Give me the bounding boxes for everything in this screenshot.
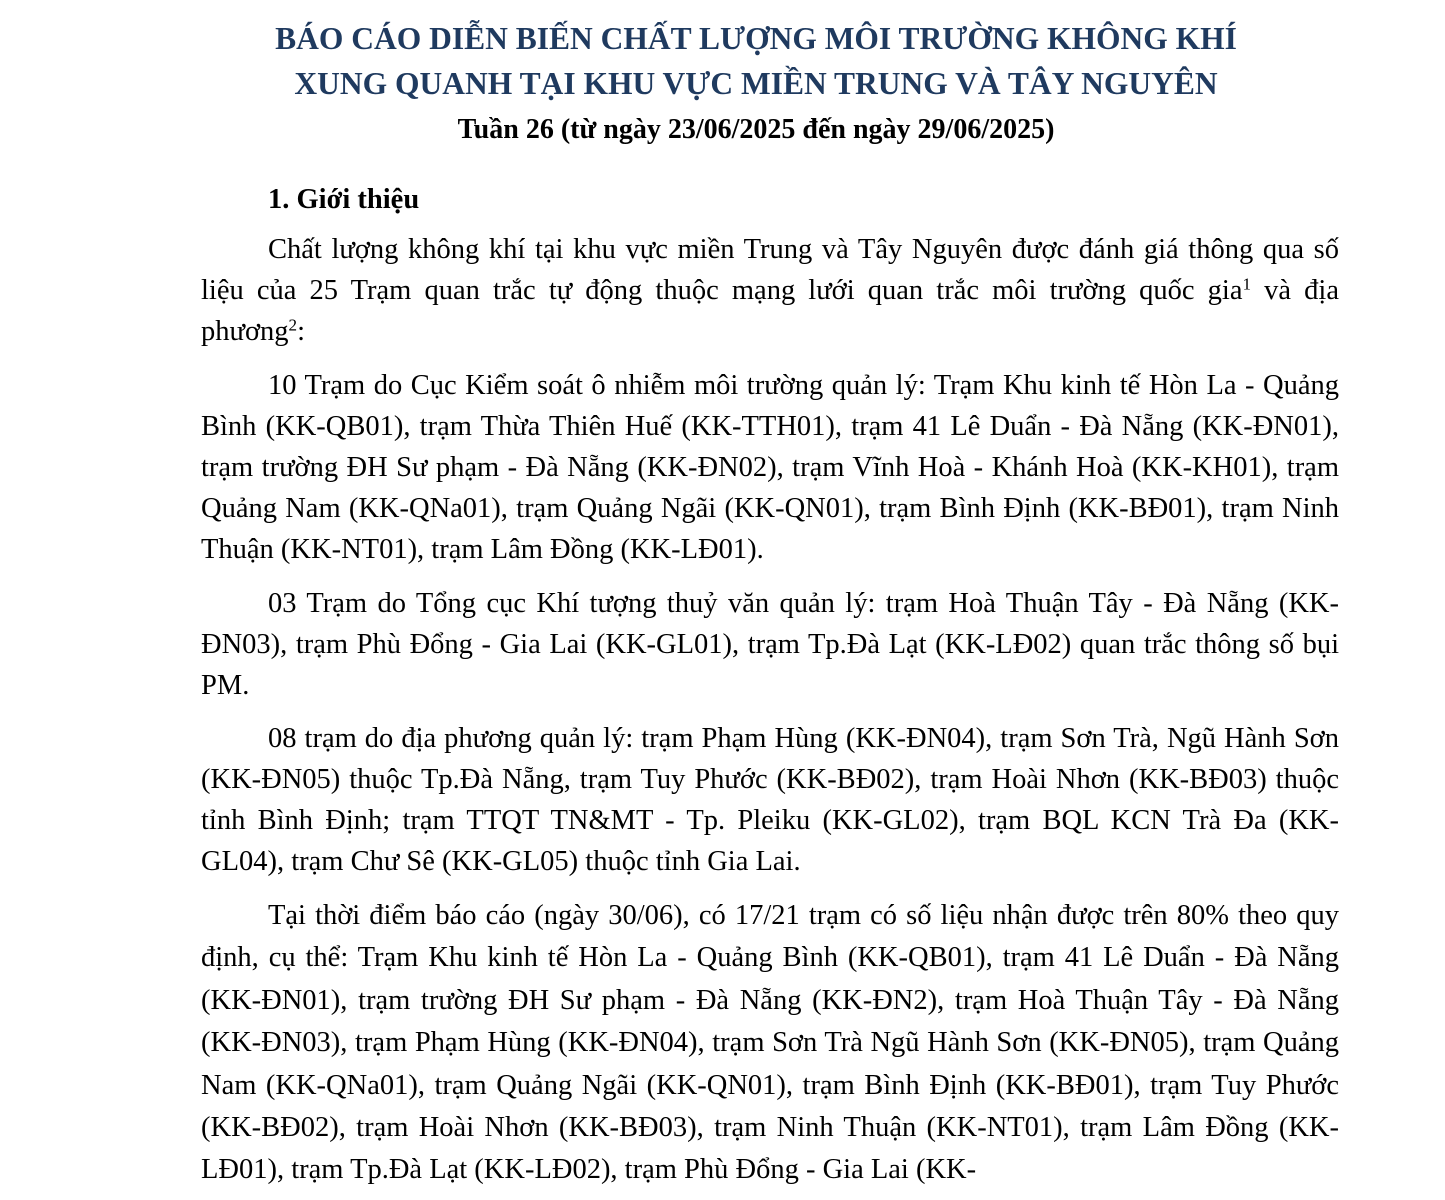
local-stations-paragraph: 08 trạm do địa phương quản lý: trạm Phạm Hùng (KK-ĐN04), trạm Sơn Trà, Ngũ Hành Sơn (KK-ĐN05) thuộc Tp.Đà Nẵng, trạm Tuy Phước (KK-BĐ02), trạm Hoài Nhơn (KK-BĐ03) thuộc tỉnh Bình Định; trạm TTQT TN&MT - Tp. Pleiku (KK-GL02), trạm BQL KCN Trà Đa (KK-GL04), trạm Chư Sê (KK-GL05) thuộc tỉnh Gia Lai.	[201, 723, 1339, 877]
report-title-line-2: XUNG QUANH TẠI KHU VỰC MIỀN TRUNG VÀ TÂY NGUYÊN	[294, 66, 1218, 101]
national-stations-paragraph: 10 Trạm do Cục Kiểm soát ô nhiễm môi trường quản lý: Trạm Khu kinh tế Hòn La - Quảng Bình (KK-QB01), trạm Thừa Thiên Huế (KK-TTH01), trạm 41 Lê Duẩn - Đà Nẵng (KK-ĐN01), trạm trường ĐH Sư phạm - Đà Nẵng (KK-ĐN02), trạm Vĩnh Hoà - Khánh Hoà (KK-KH01), trạm Quảng Nam (KK-QNa01), trạm Quảng Ngãi (KK-QN01), trạm Bình Định (KK-BĐ01), trạm Ninh Thuận (KK-NT01), trạm Lâm Đồng (KK-LĐ01).	[201, 370, 1339, 565]
intro-paragraph	[201, 229, 1339, 352]
footnote-marker-1[interactable]: 1	[1242, 274, 1252, 294]
report-subtitle-week: Tuần 26 (từ ngày 23/06/2025 đến ngày 29/06/2025)	[457, 114, 1055, 145]
hydromet-stations-paragraph: 03 Trạm do Tổng cục Khí tượng thuỷ văn quản lý: trạm Hoà Thuận Tây - Đà Nẵng (KK-ĐN03), trạm Phù Đổng - Gia Lai (KK-GL01), trạm Tp.Đà Lạt (KK-LĐ02) quan trắc thông số bụi PM.	[201, 588, 1339, 701]
intro-text-part-3: :	[297, 316, 305, 347]
report-status-paragraph: Tại thời điểm báo cáo (ngày 30/06), có 17/21 trạm có số liệu nhận được trên 80% theo quy định, cụ thể: Trạm Khu kinh tế Hòn La - Quảng Bình (KK-QB01), trạm 41 Lê Duẩn - Đà Nẵng (KK-ĐN01), trạm trường ĐH Sư phạm - Đà Nẵng (KK-ĐN2), trạm Hoà Thuận Tây - Đà Nẵng (KK-ĐN03), trạm Phạm Hùng (KK-ĐN04), trạm Sơn Trà Ngũ Hành Sơn (KK-ĐN05), trạm Quảng Nam (KK-QNa01), trạm Quảng Ngãi (KK-QN01), trạm Bình Định (KK-BĐ01), trạm Tuy Phước (KK-BĐ02), trạm Hoài Nhơn (KK-BĐ03), trạm Ninh Thuận (KK-NT01), trạm Lâm Đồng (KK-LĐ01), trạm Tp.Đà Lạt (KK-LĐ02), trạm Phù Đổng - Gia Lai (KK-	[201, 900, 1339, 1186]
intro-text-part-1: Chất lượng không khí tại khu vực miền Trung và Tây Nguyên được đánh giá thông qua số liệu của 25 Trạm quan trắc tự động thuộc mạng lưới quan trắc môi trường quốc gia	[201, 234, 1339, 306]
footnote-marker-2[interactable]: 2	[288, 315, 298, 335]
intro-text-part-2: và địa phương	[201, 275, 1339, 347]
section-heading-introduction: 1. Giới thiệu	[268, 184, 420, 215]
report-title-line-1: BÁO CÁO DIỄN BIẾN CHẤT LƯỢNG MÔI TRƯỜNG KHÔNG KHÍ	[275, 21, 1237, 56]
